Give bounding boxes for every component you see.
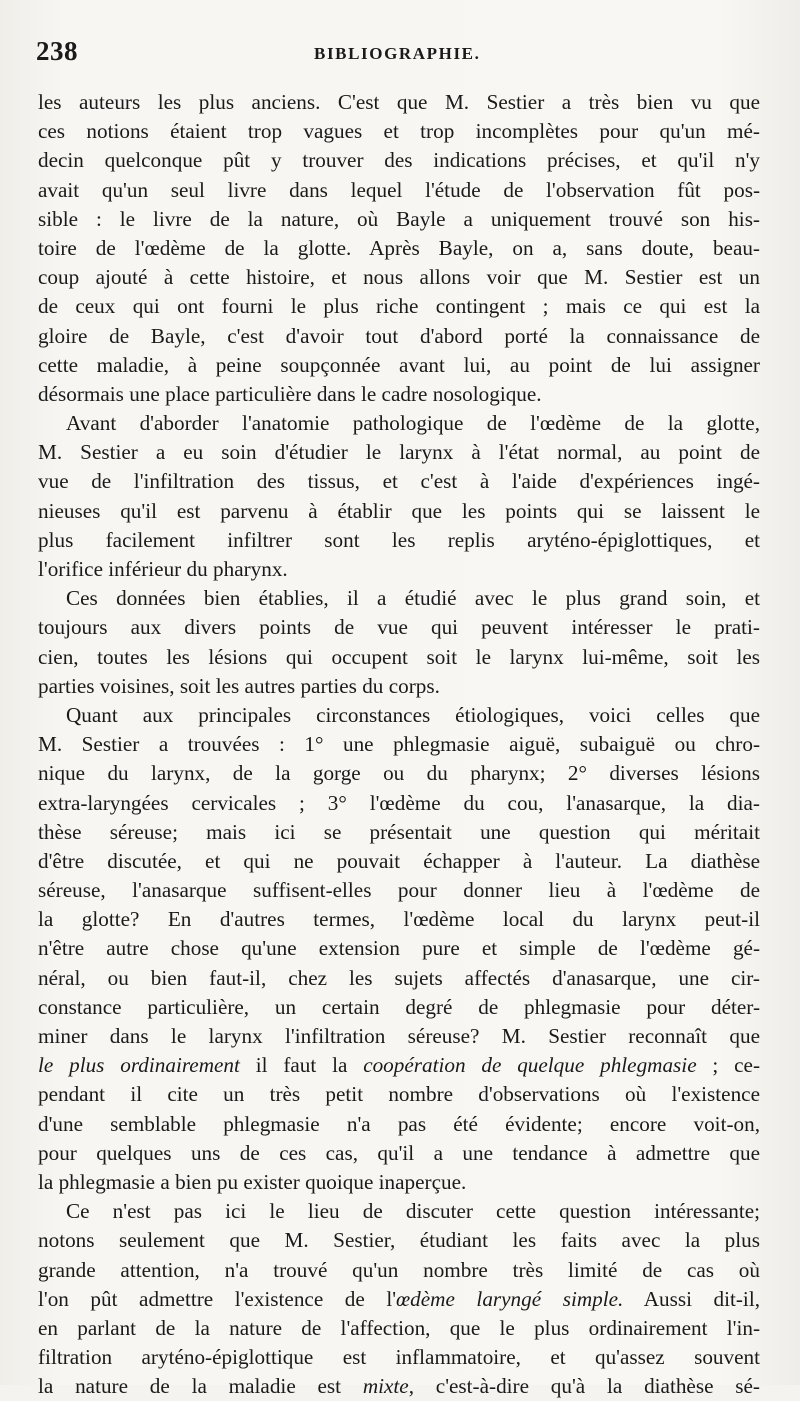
text-line: n'être autre chose qu'une extension pure et simple de l'œdème gé- <box>38 936 760 961</box>
text-line: ces notions étaient trop vagues et trop incomplètes pour qu'un mé- <box>38 119 760 144</box>
italic-phrase: coopération de quelque phlegmasie <box>363 1053 697 1078</box>
paragraph-3 <box>38 584 760 701</box>
text-line: decin quelconque pût y trouver des indications précises, et qu'il n'y <box>38 148 760 173</box>
running-title: BIBLIOGRAPHIE. <box>314 44 481 63</box>
paragraph-1 <box>38 88 760 409</box>
text-line: la glotte? En d'autres termes, l'œdème local du larynx peut-il <box>38 907 760 932</box>
text-line: vue de l'infiltration des tissus, et c'est à l'aide d'expériences ingé- <box>38 469 760 494</box>
text-line: coup ajouté à cette histoire, et nous allons voir que M. Sestier est un <box>38 265 760 290</box>
text-line: notons seulement que M. Sestier, étudiant les faits avec la plus <box>38 1228 760 1253</box>
text-line: toire de l'œdème de la glotte. Après Bayle, on a, sans doute, beau- <box>38 235 760 260</box>
text-line: grande attention, n'a trouvé qu'un nombre très limité de cas où <box>38 1257 760 1282</box>
page-number: 238 <box>36 36 78 66</box>
text-line: M. Sestier a eu soin d'étudier le larynx à l'état normal, au point de <box>38 440 760 465</box>
text-line: nique du larynx, de la gorge ou du pharynx; 2° diverses lésions <box>38 761 760 786</box>
italic-phrase: œdème laryngé simple. <box>396 1286 624 1311</box>
text-line: de ceux qui ont fourni le plus riche contingent ; mais ce qui est la <box>38 294 760 319</box>
text-fragment: la nature de la maladie est <box>38 1374 363 1399</box>
text-line: en parlant de la nature de l'affection, que le plus ordinairement l'in- <box>38 1315 760 1340</box>
text-line: constance particulière, un certain degré de phlegmasie pour déter- <box>38 994 760 1019</box>
text-line: cien, toutes les lésions qui occupent soit le larynx lui-même, soit les <box>38 644 760 669</box>
text-line: miner dans le larynx l'infiltration séreuse? M. Sestier reconnaît que <box>38 1024 760 1048</box>
text-line: sible : le livre de la nature, où Bayle a uniquement trouvé son his- <box>38 206 760 231</box>
italic-phrase: mixte <box>362 1374 409 1399</box>
text-line: pour quelques uns de ces cas, qu'il a une tendance à admettre que <box>38 1140 760 1165</box>
italic-phrase: le plus ordinairement <box>38 1053 240 1078</box>
text-line: parties voisines, soit les autres parties du corps. <box>38 673 440 698</box>
paragraph-4 <box>38 701 760 1197</box>
text-line: pendant il cite un très petit nombre d'observations où l'existence <box>38 1082 760 1107</box>
text-line: avait qu'un seul livre dans lequel l'étude de l'observation fût pos- <box>38 177 760 202</box>
text-line: toujours aux divers points de vue qui peuvent intéresser le prati- <box>38 615 760 640</box>
text-fragment: l'on pût admettre l'existence de l' <box>38 1286 397 1311</box>
text-line: nieuses qu'il est parvenu à établir que les points qui se laissent le <box>38 498 760 523</box>
text-line: extra-laryngées cervicales ; 3° l'œdème du cou, l'anasarque, la dia- <box>38 790 760 815</box>
text-line-italic <box>38 1051 760 1080</box>
text-line-italic <box>38 1372 760 1401</box>
text-line: M. Sestier a trouvées : 1° une phlegmasie aiguë, subaiguë ou chro- <box>38 732 760 757</box>
text-line: plus facilement infiltrer sont les replis aryténo-épiglottiques, et <box>38 527 760 552</box>
text-line: filtration aryténo-épiglottique est inflammatoire, et qu'assez souvent <box>38 1345 760 1370</box>
text-line: d'une semblable phlegmasie n'a pas été évidente; encore voit-on, <box>38 1111 760 1136</box>
text-line: séreuse, l'anasarque suffisent-elles pour donner lieu à l'œdème de <box>38 878 760 903</box>
text-line-italic <box>38 1285 760 1314</box>
paragraph-5 <box>38 1197 760 1401</box>
paragraph-2 <box>38 409 760 584</box>
text-line: cette maladie, à peine soupçonnée avant lui, au point de lui assigner <box>38 352 760 377</box>
text-fragment: ; ce- <box>696 1053 760 1078</box>
running-head <box>36 36 766 72</box>
text-line: désormais une place particulière dans le cadre nosologique. <box>38 381 542 406</box>
text-line: Quant aux principales circonstances étiologiques, voici celles que <box>66 702 760 727</box>
text-fragment: il faut la <box>239 1053 364 1078</box>
text-line: d'être discutée, et qui ne pouvait échapper à l'auteur. La diathèse <box>38 848 760 873</box>
body-text <box>38 88 760 1401</box>
text-line: thèse séreuse; mais ici se présentait une question qui méritait <box>38 819 760 844</box>
text-fragment: , c'est-à-dire qu'à la diathèse sé- <box>408 1374 760 1399</box>
text-line: les auteurs les plus anciens. C'est que M. Sestier a très bien vu que <box>38 90 760 114</box>
text-line: Ces données bien établies, il a étudié avec le plus grand soin, et <box>66 586 760 611</box>
text-line: néral, ou bien faut-il, chez les sujets affectés d'anasarque, une cir- <box>38 965 760 990</box>
text-line: gloire de Bayle, c'est d'avoir tout d'abord porté la connaissance de <box>38 323 760 348</box>
text-line: l'orifice inférieur du pharynx. <box>38 557 288 581</box>
text-line: la phlegmasie a bien pu exister quoique inaperçue. <box>38 1169 467 1194</box>
text-fragment: Aussi dit-il, <box>623 1286 760 1311</box>
text-line: Ce n'est pas ici le lieu de discuter cette question intéressante; <box>66 1199 760 1224</box>
text-line: Avant d'aborder l'anatomie pathologique de l'œdème de la glotte, <box>66 411 760 436</box>
